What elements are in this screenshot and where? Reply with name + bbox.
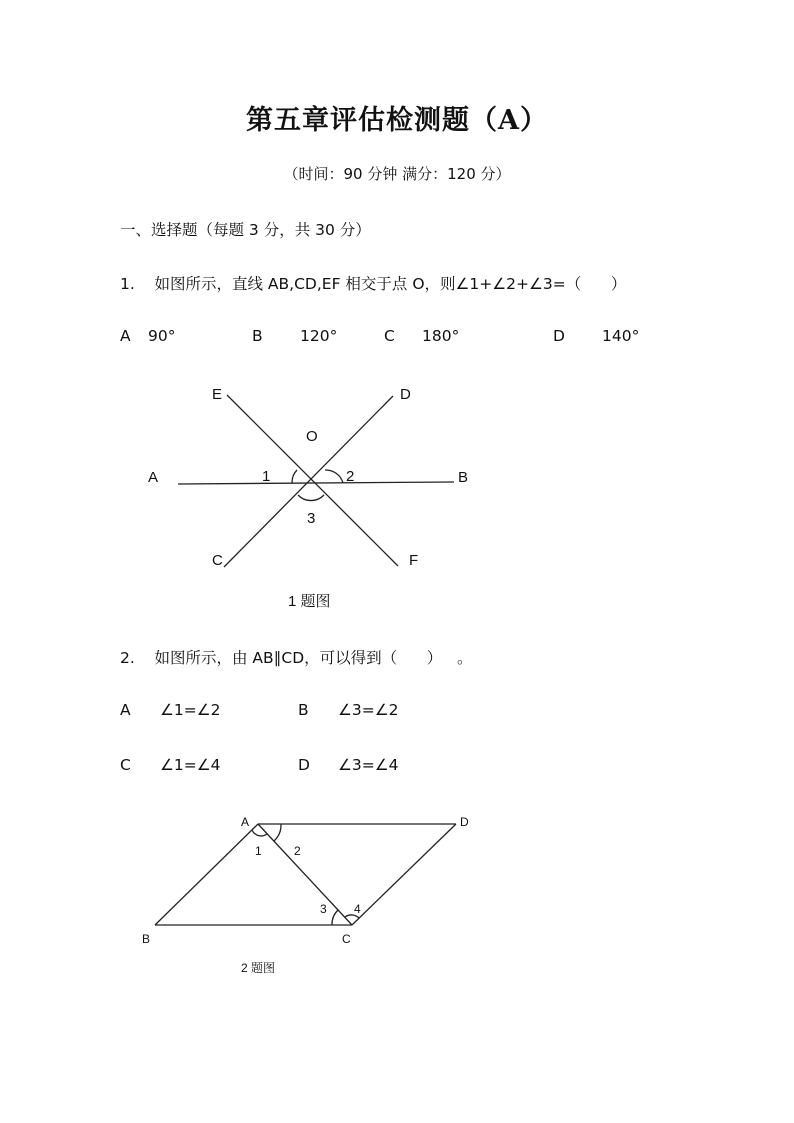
q1-option-d-letter: D [553, 327, 565, 345]
point-d-label: D [460, 815, 469, 829]
angle-4-label: 4 [354, 902, 361, 916]
q1-option-a-text: 90° [148, 327, 176, 345]
q2-option-b-letter: B [298, 701, 309, 719]
point-b-label: B [458, 469, 469, 486]
q1-option-c-letter: C [384, 327, 395, 345]
point-d-label: D [400, 386, 411, 403]
angle-2-label: 2 [294, 844, 301, 858]
figure-1-caption: 1 题图 [288, 593, 331, 610]
q2-option-d-text: ∠3=∠4 [338, 756, 399, 774]
figure-2-caption: 2 题图 [241, 961, 276, 975]
angle-3-label: 3 [307, 510, 316, 527]
angle-3-arc [298, 495, 324, 501]
exam-info: （时间：90 分钟 满分：120 分） [283, 165, 511, 183]
point-f-label: F [409, 552, 419, 569]
q1-option-c-text: 180° [422, 327, 460, 345]
line-cd [224, 396, 393, 567]
q2-option-a-text: ∠1=∠2 [160, 701, 221, 719]
point-b-label: B [142, 932, 151, 946]
point-c-label: C [212, 552, 223, 569]
q2-option-c-letter: C [120, 756, 131, 774]
question-2-stem: 2. 如图所示，由 AB∥CD，可以得到（ ） 。 [120, 649, 473, 667]
angle-1-arc [292, 470, 297, 483]
angle-1-label: 1 [262, 468, 271, 485]
q2-option-c-text: ∠1=∠4 [160, 756, 221, 774]
point-a-label: A [241, 815, 250, 829]
q2-option-b-text: ∠3=∠2 [338, 701, 399, 719]
question-1-stem: 1. 如图所示，直线 AB,CD,EF 相交于点 O，则∠1+∠2+∠3=（ ） [120, 275, 627, 293]
q1-option-b-letter: B [252, 327, 263, 345]
q2-option-d-letter: D [298, 756, 310, 774]
page-title: 第五章评估检测题（A） [246, 105, 548, 136]
section-heading: 一、选择题（每题 3 分，共 30 分） [120, 221, 371, 239]
line-ef [227, 395, 398, 566]
angle-3-label: 3 [320, 902, 327, 916]
point-o-label: O [306, 428, 318, 445]
point-e-label: E [212, 386, 223, 403]
q1-option-a-letter: A [120, 327, 131, 345]
point-a-label: A [148, 469, 159, 486]
angle-2-arc [325, 470, 343, 483]
angle-1-label: 1 [255, 844, 262, 858]
q2-option-a-letter: A [120, 701, 131, 719]
point-c-label: C [342, 932, 351, 946]
q1-option-d-text: 140° [602, 327, 640, 345]
q1-option-b-text: 120° [300, 327, 338, 345]
angle-2-label: 2 [346, 468, 355, 485]
